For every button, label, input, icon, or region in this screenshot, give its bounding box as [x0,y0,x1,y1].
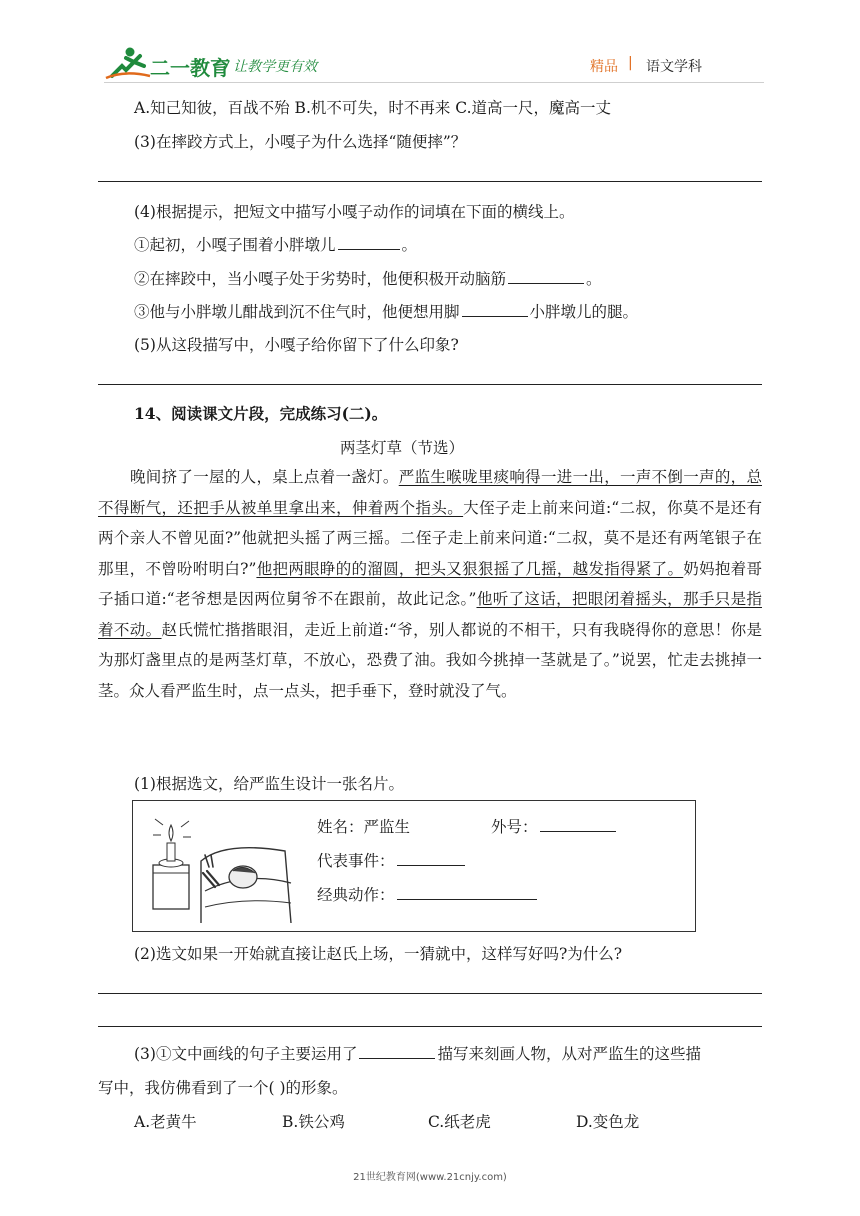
action-label: 经典动作： [317,886,395,904]
option-d[interactable]: D.变色龙 [576,1113,640,1131]
underlined-sentence: 严监生喉咙里痰响得一进一出，一声不倒一声的，总不得断气，还把手从被单里拿出来，伸着两个指头。 [98,468,762,517]
fill-blank[interactable] [359,1044,435,1059]
underlined-sentence: 他听了这话，把眼闭着摇头，那手只是指着不动。 [98,590,762,639]
q3-text-a: (3)①文中画线的句子主要运用了 [134,1045,358,1063]
q13-question-4-2 [134,267,602,289]
fill-blank[interactable] [462,302,528,317]
deathbed-illustration-icon [145,811,295,923]
passage-text: 大侄子走上前来问道:“二叔，你莫不是还有两个亲人不曾见面?”他就把头摇了两三摇。二侄子走上前来问道:“二叔，莫不是还有两笔银子在那里，不曾吩咐明白?” [98,498,762,578]
q14-question-2: (2)选文如果一开始就直接让赵氏上场，一猜就中，这样写好吗?为什么? [134,945,623,963]
subject-label: 语文学科 [646,59,702,75]
q13-question-3: (3)在摔跤方式上，小嘎子为什么选择“随便摔”？ [134,133,467,151]
quality-badge: 精品 [590,59,618,75]
answer-line[interactable] [98,1026,762,1027]
passage-body [98,462,762,706]
card-action [317,883,539,905]
q4-1-text: ①起初，小嘎子围着小胖墩儿 [134,236,336,254]
passage-title: 两茎灯草（节选） [340,439,465,457]
header-divider: | [628,55,633,71]
q4-2-end: 。 [586,270,602,288]
passage-text: 晚间挤了一屋的人，桌上点着一盏灯。 [130,468,399,486]
fill-blank[interactable] [508,269,584,284]
q14-question-3-line2: 写中，我仿佛看到了一个( )的形象。 [98,1079,348,1097]
fill-blank[interactable] [397,885,537,900]
q14-question-1: (1)根据选文，给严监生设计一张名片。 [134,775,404,793]
brand-logo-text: 二一教育 [150,56,230,80]
page-footer: 21世纪教育网(www.21cnjy.com) [353,1172,507,1183]
card-name: 姓名：严监生 [317,818,411,836]
passage-text: 赵氏慌忙揩揩眼泪，走近上前道:“爷，别人都说的不相干，只有我晓得你的意思！你是为那灯盏里点的是两茎灯草，不放心，恐费了油。我如今挑掉一茎就是了。”说罢，忙走去挑掉一茎。众人看严监生时，点一点头，把手垂下，登时就没了气。 [98,620,762,700]
option-a[interactable]: A.老黄牛 [134,1113,197,1131]
q4-2-text: ②在摔跤中，当小嘎子处于劣势时，他便积极开动脑筋 [134,270,507,288]
q4-1-end: 。 [401,236,418,254]
fill-blank[interactable] [338,235,400,250]
q13-question-5: (5)从这段描写中，小嘎子给你留下了什么印象? [134,336,459,354]
name-card [132,800,696,932]
q13-options-line: A.知己知彼，百战不殆 B.机不可失，时不再来 C.道高一尺，魔高一丈 [134,99,612,117]
card-event [317,849,467,871]
event-label: 代表事件： [317,852,395,870]
header-rule [104,82,764,83]
q13-question-4: (4)根据提示，把短文中描写小嘎子动作的词填在下面的横线上。 [134,203,575,221]
option-b[interactable]: B.铁公鸡 [282,1113,345,1131]
q4-3-text-a: ③他与小胖墩儿酣战到沉不住气时，他便想用脚 [134,303,460,321]
q14-question-3-line1 [134,1042,701,1064]
underlined-sentence: 他把两眼睁的的溜圆，把头又狠狠摇了几摇，越发指得紧了。 [256,559,684,578]
answer-line[interactable] [98,384,762,385]
q4-3-text-b: 小胖墩儿的腿。 [529,303,639,321]
runner-logo-icon [104,46,152,80]
q14-heading: 14、阅读课文片段，完成练习(二)。 [134,404,388,423]
fill-blank[interactable] [540,817,616,832]
answer-line[interactable] [98,993,762,994]
card-alias [491,815,618,837]
alias-label: 外号： [491,818,538,836]
passage-text: 奶妈抱着哥子插口道:“老爷想是因两位舅爷不在跟前，故此记念。” [98,559,762,608]
q13-question-4-3 [134,300,638,322]
q13-question-4-1 [134,233,417,255]
answer-line[interactable] [98,181,762,182]
brand-slogan: / 让教学更有效 [224,59,318,75]
option-c[interactable]: C.纸老虎 [428,1113,491,1131]
q3-text-b: 描写来刻画人物，从对严监生的这些描 [437,1045,701,1063]
fill-blank[interactable] [397,851,465,866]
